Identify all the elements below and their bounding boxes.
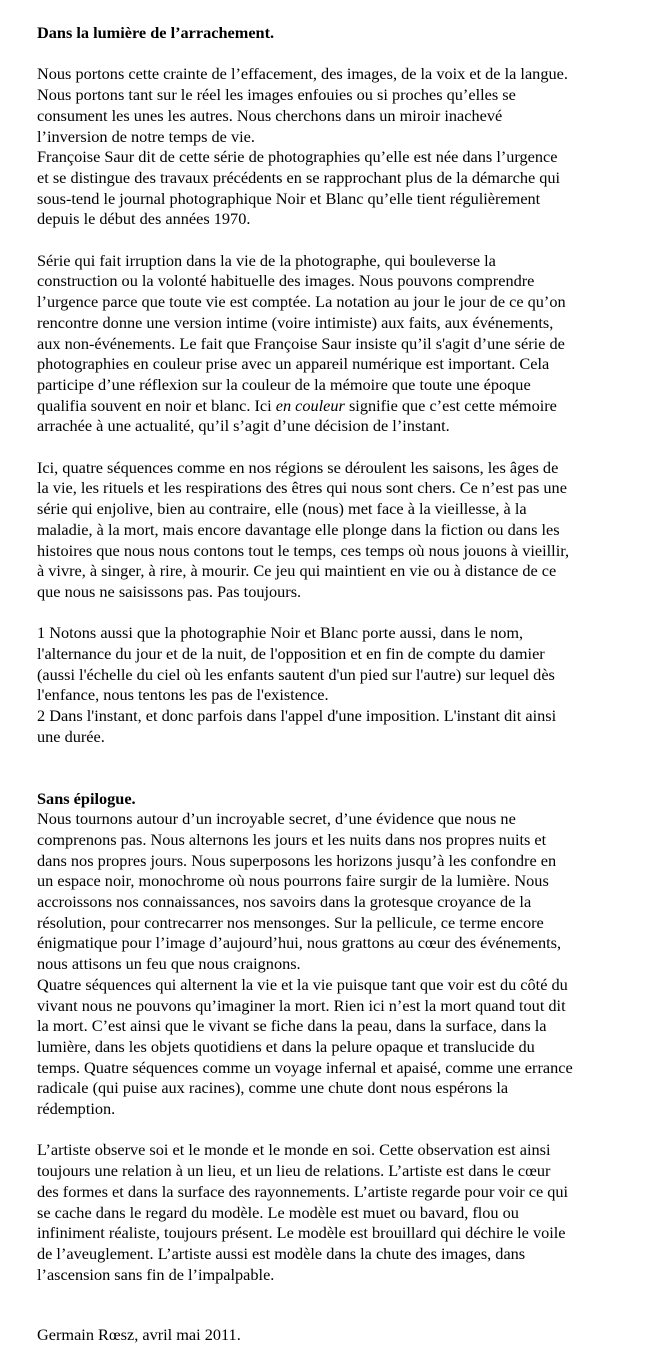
- text-line: nous attisons un feu que nous craignons.: [37, 954, 301, 974]
- text-line: série qui enjolive, bien au contraire, elle (nous) met face à la vieillesse, à la: [37, 499, 527, 519]
- text-line: toujours une relation à un lieu, et un lieu de relations. L’artiste est dans le cœur: [37, 1161, 551, 1181]
- text-line: Quatre séquences qui alternent la vie et la vie puisque tant que voir est du côté du: [37, 974, 568, 994]
- text-line: participe d’une réflexion sur la couleur de la mémoire que toute une époque: [37, 374, 531, 394]
- text-line: maladie, à la mort, mais encore davantage elle plonge dans la fiction ou dans les: [37, 519, 560, 539]
- text-line: consument les unes les autres. Nous cherchons dans un miroir inachevé: [37, 105, 503, 125]
- footnote-line: 2 Dans l'instant, et donc parfois dans l'appel d'une imposition. L'instant dit ainsi: [37, 706, 557, 726]
- footnotes: [37, 623, 637, 747]
- text-line: à vivre, à singer, à rire, à mourir. Ce jeu qui maintient en vie ou à distance de ce: [37, 561, 557, 581]
- text-line: infiniment réaliste, toujours présent. Le modèle est brouillard qui déchire le voile: [37, 1223, 566, 1243]
- text-line: construction ou la volonté habituelle des images. Nous pouvons comprendre: [37, 271, 535, 291]
- text-line: accroissons nos connaissances, nos savoirs dans la grotesque croyance de la: [37, 892, 532, 912]
- signature: Germain Rœsz, avril mai 2011.: [37, 1325, 241, 1345]
- text-line: l’inversion de notre temps de vie.: [37, 126, 255, 146]
- paragraph-secret: [37, 809, 637, 1120]
- text-line: sous-tend le journal photographique Noir et Blanc qu’elle tient régulièrement: [37, 188, 541, 208]
- text-line: de l’aveuglement. L’artiste aussi est modèle dans la chute des images, dans: [37, 1244, 526, 1263]
- text-line: Ici, quatre séquences comme en nos régions se déroulent les saisons, les âges de: [37, 457, 559, 477]
- text-line: histoires que nous nous contons tout le temps, ces temps où nous jouons à vieillir,: [37, 540, 570, 560]
- footnote-line: (aussi l'échelle du ciel où les enfants sautent d'un pied sur l'autre) sur lequel dès: [37, 664, 555, 684]
- text-line: lumière, dans les objets quotidiens et dans la pelure opaque et translucide du: [37, 1036, 535, 1056]
- text-line: [37, 396, 637, 417]
- text-line: depuis le début des années 1970.: [37, 209, 251, 229]
- paragraph-artiste: [37, 1140, 637, 1285]
- footnote-line: une durée.: [37, 726, 105, 746]
- text-segment: signifie que c’est cette mémoire: [344, 395, 557, 415]
- text-line: radicale (qui puise aux racines), comme une chute dont nous espérons la: [37, 1078, 509, 1098]
- text-line: arrachée à une actualité, qu’il s’agit d’une décision de l’instant.: [37, 416, 450, 436]
- text-line: des formes et dans la surface des rayonnements. L’artiste regarde pour voir ce qui: [37, 1181, 569, 1201]
- text-line: un espace noir, monochrome où nous pourrons faire surgir de la lumière. Nous: [37, 871, 549, 891]
- text-line: l’urgence parce que toute vie est comptée. La notation au jour le jour de ce qu’on: [37, 292, 566, 312]
- footnote-line: l'enfance, nous tentons les pas de l'existence.: [37, 685, 329, 705]
- text-line: Nous portons cette crainte de l’effacement, des images, de la voix et de la langue.: [37, 64, 568, 84]
- text-line: temps. Quatre séquences comme un voyage infernal et apaisé, comme une errance: [37, 1057, 573, 1077]
- section-title-lumiere: Dans la lumière de l’arrachement.: [37, 23, 275, 42]
- text-line: Série qui fait irruption dans la vie de la photographe, qui bouleverse la: [37, 250, 496, 270]
- text-line: la vie, les rituels et les respirations des êtres qui nous sont chers. Ce n’est pas une: [37, 478, 567, 498]
- text-line: Françoise Saur dit de cette série de photographies qu’elle est née dans l’urgence: [37, 147, 558, 167]
- text-line: dans nos propres jours. Nous superposons les horizons jusqu’à les confondre en: [37, 850, 557, 870]
- text-line: l’ascension sans fin de l’impalpable.: [37, 1264, 275, 1284]
- text-line: comprenons pas. Nous alternons les jours et les nuits dans nos propres nuits et: [37, 829, 547, 849]
- section-title-epilogue: Sans épilogue.: [37, 788, 136, 808]
- text-line: photographies en couleur prise avec un appareil numérique est important. Cela: [37, 354, 550, 374]
- text-line: énigmatique pour l’image d’aujourd’hui, nous grattons au cœur des événements,: [37, 933, 562, 953]
- text-line: et se distingue des travaux précédents en se rapprochant plus de la démarche qui: [37, 167, 561, 187]
- footnote-line: 1 Notons aussi que la photographie Noir et Blanc porte aussi, dans le nom,: [37, 623, 524, 643]
- text-line: se cache dans le regard du modèle. Le modèle est muet ou bavard, flou ou: [37, 1202, 519, 1222]
- text-line: Nous portons tant sur le réel les images enfouies ou si proches qu’elles se: [37, 85, 516, 105]
- paragraph-sequences: [37, 458, 637, 603]
- paragraph-effacement: [37, 64, 637, 230]
- text-line: résolution, pour contrecarrer nos mensonges. Sur la pellicule, ce terme encore: [37, 912, 544, 932]
- document-body: [37, 23, 637, 1346]
- text-line: aux non-événements. Le fait que Françoise Saur insiste qu’il s'agit d’une série de: [37, 333, 565, 353]
- paragraph-irruption: [37, 251, 637, 437]
- text-line: rencontre donne une version intime (voire intimiste) aux faits, aux événements,: [37, 312, 554, 332]
- text-line: vivant nous ne pouvons qu’imaginer la mort. Rien ici n’est la mort quand tout dit: [37, 995, 566, 1015]
- text-line: L’artiste observe soi et le monde et le monde en soi. Cette observation est ainsi: [37, 1140, 551, 1160]
- text-line: Nous tournons autour d’un incroyable secret, d’une évidence que nous ne: [37, 809, 516, 829]
- text-line: la mort. C’est ainsi que le vivant se fiche dans la peau, dans la surface, dans la: [37, 1016, 547, 1036]
- text-segment: qualifia souvent en noir et blanc. Ici: [37, 395, 276, 415]
- text-line: que nous ne saisissons pas. Pas toujours.: [37, 581, 302, 601]
- emphasis-en-couleur: en couleur: [275, 395, 345, 415]
- text-line: rédemption.: [37, 1099, 116, 1119]
- footnote-line: l'alternance du jour et de la nuit, de l'opposition et en fin de compte du damier: [37, 644, 545, 664]
